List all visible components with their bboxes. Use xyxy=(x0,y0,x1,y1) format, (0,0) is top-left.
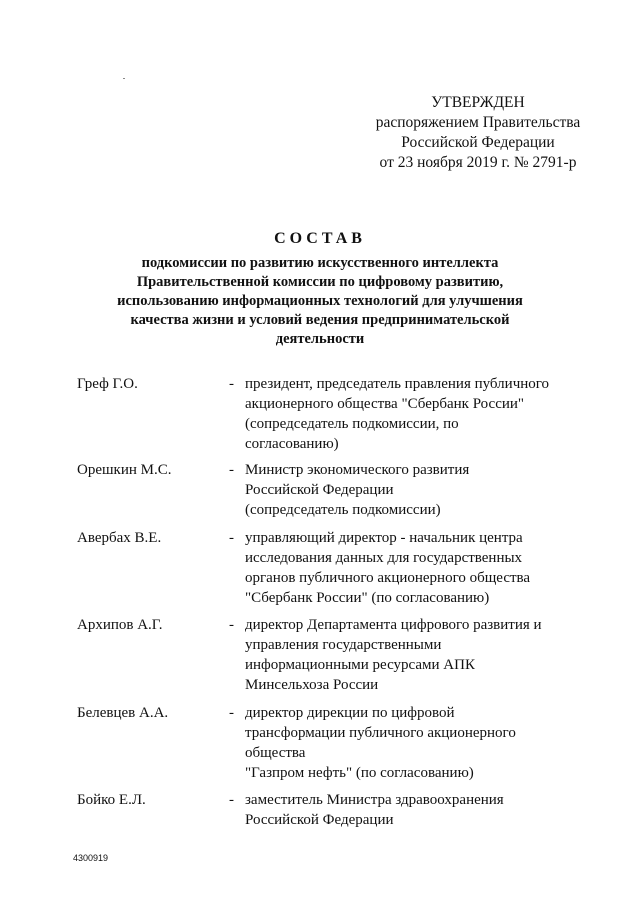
description-line: президент, председатель правления публичного xyxy=(245,376,550,392)
description-line: (сопредседатель подкомиссии, по xyxy=(245,416,459,432)
member-name: Греф Г.О. xyxy=(77,376,138,392)
member-dash: - xyxy=(229,792,234,808)
subtitle-line: Правительственной комиссии по цифровому развитию, xyxy=(136,274,504,290)
approval-line: УТВЕРЖДЕН xyxy=(431,94,525,111)
description-line: исследования данных для государственных xyxy=(245,550,523,566)
member-description xyxy=(245,460,575,520)
description-line: Министр экономического развития xyxy=(245,462,470,478)
description-line: согласованию) xyxy=(245,436,339,452)
description-line: акционерного общества "Сбербанк России" xyxy=(245,396,525,412)
subtitle-line: качества жизни и условий ведения предпринимательской xyxy=(130,312,510,328)
scan-speck xyxy=(123,78,125,79)
member-description xyxy=(245,615,575,695)
approval-block xyxy=(348,93,608,173)
member-description xyxy=(245,528,575,608)
description-line: трансформации публичного акционерного xyxy=(245,725,516,741)
member-dash: - xyxy=(229,462,234,478)
member-dash: - xyxy=(229,530,234,546)
description-line: Российской Федерации xyxy=(245,812,394,828)
approval-line: распоряжением Правительства xyxy=(375,114,581,131)
member-dash: - xyxy=(229,705,234,721)
description-line: заместитель Министра здравоохранения xyxy=(245,792,504,808)
description-line: Российской Федерации xyxy=(245,482,394,498)
description-line: директор дирекции по цифровой xyxy=(245,705,455,721)
description-line: органов публичного акционерного общества xyxy=(245,570,531,586)
description-line: управления государственными xyxy=(245,637,442,653)
description-line: "Сбербанк России" (по согласованию) xyxy=(245,590,490,606)
subtitle-line: использованию информационных технологий для улучшения xyxy=(117,293,523,309)
description-line: (сопредседатель подкомиссии) xyxy=(245,502,441,518)
description-line: директор Департамента цифрового развития и xyxy=(245,617,542,633)
member-name: Белевцев А.А. xyxy=(77,705,169,721)
document-title: СОСТАВ xyxy=(274,230,366,247)
description-line: "Газпром нефть" (по согласованию) xyxy=(245,765,474,781)
member-description xyxy=(245,703,575,783)
subtitle-line: деятельности xyxy=(275,331,365,347)
description-line: управляющий директор - начальник центра xyxy=(245,530,523,546)
document-subtitle xyxy=(100,254,540,349)
description-line: общества xyxy=(245,745,306,761)
description-line: информационными ресурсами АПК xyxy=(245,657,475,673)
member-description xyxy=(245,374,575,454)
approval-line: Российской Федерации xyxy=(401,134,555,151)
subtitle-line: подкомиссии по развитию искусственного интеллекта xyxy=(141,255,499,271)
member-dash: - xyxy=(229,376,234,392)
member-name: Авербах В.Е. xyxy=(77,530,162,546)
member-description xyxy=(245,790,575,830)
description-line: Минсельхоза России xyxy=(245,677,379,693)
member-name: Бойко Е.Л. xyxy=(77,792,146,808)
member-name: Архипов А.Г. xyxy=(77,617,163,633)
member-dash: - xyxy=(229,617,234,633)
approval-line: от 23 ноября 2019 г. № 2791-р xyxy=(379,154,577,171)
document-number: 4300919 xyxy=(73,853,109,863)
member-name: Орешкин М.С. xyxy=(77,462,172,478)
